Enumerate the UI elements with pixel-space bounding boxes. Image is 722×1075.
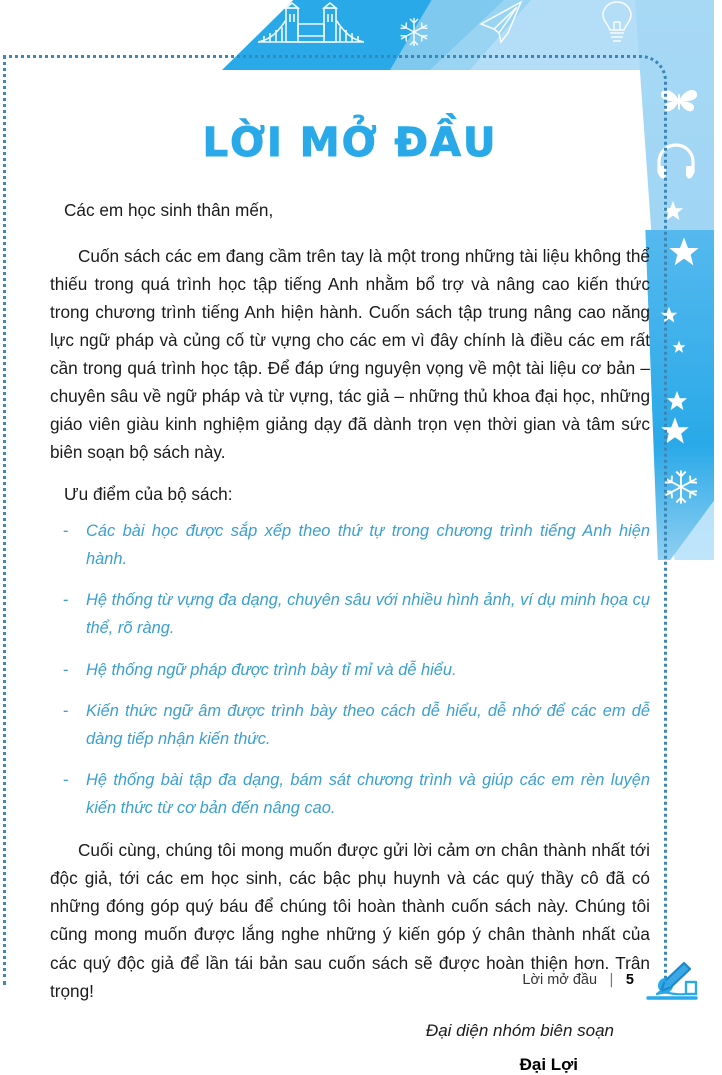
bullet-dash-icon: - [63, 771, 69, 790]
list-item [50, 698, 650, 753]
salutation-text: Các em học sinh thân mến, [64, 200, 274, 220]
list-item-text: Các bài học được sắp xếp theo thứ tự trong chương trình tiếng Anh hiện hành. [86, 522, 650, 568]
hand-writing-pen-icon [644, 954, 700, 1006]
list-item-text: Hệ thống ngữ pháp được trình bày tỉ mỉ và dễ hiểu. [86, 660, 457, 679]
paper-airplane-icon [477, 0, 523, 44]
list-item-text: Hệ thống bài tập đa dạng, bám sát chương trình và giúp các em rèn luyện kiến thức từ cơ bản đến nâng cao. [86, 771, 650, 817]
bullet-dash-icon: - [63, 522, 69, 541]
star-icon [672, 340, 686, 354]
list-item [50, 587, 650, 642]
footer-section-label: Lời mở đầu [522, 972, 598, 988]
snowflake-icon [398, 16, 430, 48]
page-footer [522, 954, 700, 1006]
list-item-text: Kiến thức ngữ âm được trình bày theo cách dễ hiểu, dễ nhớ để các em dễ dàng tiếp nhận kiến thức. [86, 702, 650, 748]
signature-name: Đại Lợi [519, 1054, 578, 1074]
signature-block [50, 1021, 650, 1075]
list-item [50, 657, 650, 685]
intro-paragraph: Cuốn sách các em đang cầm trên tay là một trong những tài liệu không thể thiếu trong quá trình học tập tiếng Anh nhằm bổ trợ và nâng cao kiến thức trong chương trình tiếng Anh hiện hành. Cuốn sách tập trung nâng cao năng lực ngữ pháp và củng cố từ vựng cho các em vì đây chính là điều các em rất cần trong quá trình học tập. Để đáp ứng nguyện vọng về một tài liệu cơ bản – chuyên sâu về ngữ pháp và từ vựng, tác giả – những thủ khoa đại học, những giáo viên giàu kinh nghiệm giảng dạy đã dành trọn vẹn thời gian và tâm sức biên soạn bộ sách này. [50, 246, 650, 463]
list-item [50, 767, 650, 822]
features-lead-in: Ưu điểm của bộ sách: [64, 484, 233, 505]
bullet-dash-icon: - [63, 591, 69, 610]
page-title: LỜI MỞ ĐẦU [202, 120, 498, 166]
features-list [50, 518, 650, 822]
tower-bridge-icon [256, 2, 366, 48]
footer-page-number: 5 [625, 972, 634, 988]
snowflake-icon [662, 468, 700, 506]
star-icon [668, 236, 700, 268]
list-item-text: Hệ thống từ vựng đa dạng, chuyên sâu với nhiều hình ảnh, ví dụ minh họa cụ thể, rõ ràng. [86, 591, 650, 637]
page-dotted-border-left [3, 55, 6, 985]
signature-role: Đại diện nhóm biên soạn [425, 1020, 614, 1040]
list-item [50, 518, 650, 573]
footer-separator: | [609, 972, 614, 988]
bullet-dash-icon: - [63, 702, 69, 721]
star-icon [666, 390, 688, 412]
page-content [50, 120, 650, 1075]
bullet-dash-icon: - [63, 660, 69, 679]
closing-paragraph: Cuối cùng, chúng tôi mong muốn được gửi lời cảm ơn chân thành nhất tới độc giả, tới các em học sinh, các bậc phụ huynh và các quý thầy cô đã có những đóng góp quý báu để chúng tôi hoàn thành cuốn sách này. Chúng tôi cũng mong muốn được lắng nghe những ý kiến góp ý chân thành nhất của các quý độc giả để lần tái bản sau cuốn sách sẽ được hoàn thiện hơn. Trân trọng! [50, 840, 650, 1001]
